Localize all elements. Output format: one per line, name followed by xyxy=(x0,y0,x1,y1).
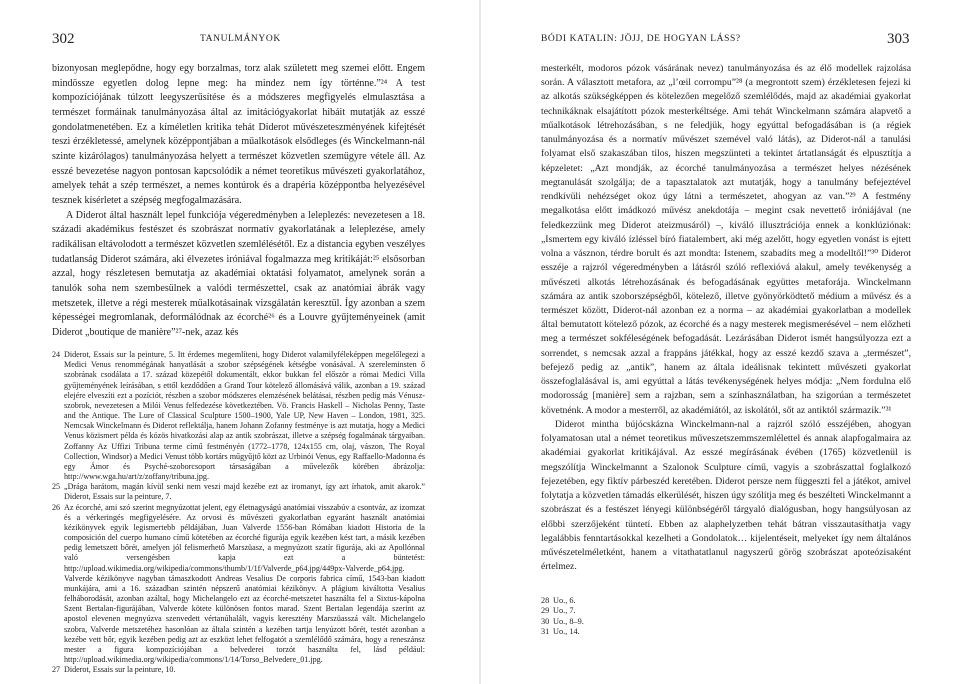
footnote xyxy=(541,627,911,637)
footnote-text: Uo., 8–9. xyxy=(553,616,584,626)
footnote-number: 30 xyxy=(541,616,550,626)
page-number: 303 xyxy=(887,31,910,47)
left-page xyxy=(0,0,479,684)
footnotes xyxy=(541,596,911,638)
footnotes xyxy=(52,350,425,676)
footnote xyxy=(52,482,425,502)
footnote-number: 25 xyxy=(52,482,61,492)
footnote xyxy=(541,596,911,606)
running-head: BÓDI KATALIN: JÖJJ, DE HOGYAN LÁSS? xyxy=(541,34,741,44)
footnote-number: 26 xyxy=(52,502,61,512)
footnote-text: Az écorché, ami szó szerint megnyúzottat jelent, egy életnagyságú anatómiai visszabúv a csontváz, az izomzat és a vérkeringés megfigyelésére. Az orvosi és művészeti gyakorlatban egyaránt használt anatómiai kézikönyvek egyik legismertebb példájában, Juan Valverde 1556-ban Rómában kiadott Historia de la composición del cuerpo humano című kötetében az écorché figurája egyik kezében kést tart, a másik kezében pedig lemetszett bőrét, amelyen jól felismerhető Marszüasz, a megnyúzott szatír figurája, aki az Apollónnal való versengésben kapja ezt a büntetést: http://upload.wikimedia.org/wikipedia/commons/thumb/1/1f/Valverde_p64.jpg/449px-Valverde_p64.jpg. Valverde kézikönyve nagyban támaszkodott Andreas Vesalius De corporis fabrica című, 1543-ban kiadott munkájára, ami a 16. században szintén népszerű anatómiai kézikönyv. A plágium kiváltotta Vesalius felháborodását, azonban azáltal, hogy Michelangelo ezt az écorché-metszetet használta fel a Sixtus-kápolna Szent Bertalan-figurájában, Valverde kötete különösen fontos marad. Szent Bertalan legendája szerint az apostol elevenen megnyúzva szenvedett vértanúhalált, vagyis keresztény Marszüasszá vált. Michelangelo szobra, Valverde metszetéhez hasonlóan az általa szintén a kezében tartja lenyúzott bőrét, testét azonban a kezébe vett bőr, egyik kezében pedig azt az eszközt lehet felfogatót a szemlélődő számára, hogy a reneszánsz mester a figura kompozíciójában a belvederei torzót használta fel, lásd például: http://upload.wikimedia.org/wikipedia/commons/1/14/Torso_Belvedere_01.jpg. xyxy=(64,502,425,665)
footnote-text: „Drága barátom, magán kívül senki nem veszi majd kezébe ezt az iromanyt, így azt írhatok, amit akarok.” Diderot, Essais sur la peinture, 7. xyxy=(64,482,425,502)
running-head: TANULMÁNYOK xyxy=(200,34,281,44)
body-text xyxy=(541,62,911,574)
footnote-text: Uo., 7. xyxy=(553,606,576,616)
footnote-number: 29 xyxy=(541,606,550,616)
footnote xyxy=(541,617,911,627)
paragraph: A Diderot által használt lepel funkciója végeredményben a leleplezés: nevezetesen a 18. századi akadémikus festészet és szobrászat normatív gyakorlatának a leleplezése, amely radikálisan eltávolodott a természet közvetlen szemlélésétől. Ez a distancia egyben veszélyes tudatlanság Diderot számára, aki élvezetes iróniával fogalmazza meg kritikáját:²⁵ elsősorban azzal, hogy részletesen bemutatja az akadémiai oktatási folyamatot, amelynek során a tanulók soha nem szembesülnek a valódi természettel, csak az anatómiai ábrák vagy metszetek, illetve a régi mesterek műalkotásainak vizsgálatán keresztül. Így azonban a szem képességei megromlanak, deformálódnak az écorché²⁶ és a Louvre gyűjteményeinek (amit Diderot „boutique de manière”²⁷-nek, azaz kés xyxy=(52,209,425,338)
footnote-text: Diderot, Essais sur la peinture, 10. xyxy=(64,665,176,675)
footnote-number: 27 xyxy=(52,665,61,675)
page-number: 302 xyxy=(52,31,75,47)
paragraph: mesterkélt, modoros pózok vásárának nevez) tanulmányozása és az élő modellek rajzolása során. A választott metafora, az „l’œil corrompu”²⁸ (a megrontott szem) érzékletesen fejezi ki az alkotás szükségképpen és kötelezően megelőző szemlélődés, majd az akadémiai gyakorlat technikáknak elsajátított pózok mesterkéltsége. Ami tehát Winckelmann számára alapvető a műalkotások létrehozásában, s ne feledjük, hogy egyúttal befogadásában is (a régiek tanulmányozása és a normatív művészet szemével való látás), az Diderot-nál a tanulási folyamat első szakaszában tilos, hiszen megszünteti a tekintet ártatlanságát és elpusztítja a képzeletet: „Azt mondják, az écorché tanulmányozása a természet helyes nézésének megtanulását szolgálja; de a tapasztalatok azt mutatják, hogy a tanulmány befejeztével rendkívüli nehézséget okoz úgy látni a természetet, ahogyan az van.”²⁹ A festmény megalkotása előtt imádkozó művész anekdotája – megint csak nevettető iróniájával (ne feledkezzünk meg Diderot ateizmusáról) –, kiváló illusztrációja ennek a konklúziónak: „Ismertem egy kiváló ízléssel bíró fiatalembert, aki még azelőtt, hogy egyetlen vonást is ejtett volna a vásznon, térdre borult és azt mondta: Istenem, szabadíts meg a modelltől!”³⁰ Diderot esszéje a rajzról végeredményben a látásról szóló reflexióvá alakul, amely tevékenység a művészeti alkotás létrehozásának és befogadásának együttes metaforája. Winckelmann számára az antik szoborszépségből, kötelező, illetve gyönyörködtető médium a művész és a természet között, Diderot-nál azonban ez a norma – az akadémiai gyakorlatban a modellek által bemutatott kötelező pózok, az écorché és a nagy mesterek megismerésével – nem előzheti meg a természet sokféleségének befogadását. Lezárásában Diderot ismét hangsúlyozza ezt a sorrendet, s nemcsak azzal a frappáns játékkal, hogy az esszé kezdő szava a „természet”, befejező pedig az „antik”, hanem az általa ideálisnak tekintett művészeti gyakorlat összefoglalásával is, ami egyúttal a látás tevékenységének helyes módja: „Nem fordulna elő modorosság [manière] sem a rajzban, sem a színhasználatban, ha szigorúan a természetet követnénk. A modor a mesterről, az akadémiától, az iskolától, sőt az antiktól származik.”³¹ xyxy=(541,63,911,416)
footnote xyxy=(52,503,425,666)
footnote xyxy=(52,665,425,675)
footnote-text: Uo., 14. xyxy=(553,627,580,637)
footnote-number: 28 xyxy=(541,596,550,605)
body-text xyxy=(52,62,425,340)
right-page xyxy=(481,0,960,684)
footnote-number: 24 xyxy=(52,350,61,359)
footnote xyxy=(541,606,911,616)
footnote-text: Diderot, Essais sur la peinture, 5. Itt érdemes megemlíteni, hogy Diderot valamilyféleképpen megelőlegezi a Medici Venus renommégának hanyatlását a szobor szépségének kétségbe vonásával. A szereleminsten ő szobrának csodálata a 17. század közepétől dokumentált, ekkor bukkan fel először a római Medici Villa gyűjteményének leírásában, s ettől kezdődően a Grand Tour kötelező állomásává válik, azonban a 19. század elejére elveszíti ezt a pozíciót, részben a szobor módszeres elemzésének belátásai, részben pedig más Vénusz-szobrok, nevezetesen a Milói Venus felfedezése következtében. Vö. Francis Haskell – Nicholas Penny, Taste and the Antique. The Lure of Classical Sculpture 1500–1900, Yale UP, New Haven – London, 1981, 325. Nemcsak Winckelmann és Diderot reflektálja, hanem Johann Zofanny festménye is azt mutatja, hogy a Medici Venus közismert példa és kózös hivatkozási alap az antik szobrászat, illetve a szépség fogalmának tárgyaiban. Zoffanny Az Uffizi Tribuna terme című festményén (1772–1778, 124x155 cm, olaj, vászon, The Royal Collection, Windsor) a Medici Venust több kortárs műgyűjtő közt az Urbinói Venus, egy Raffaello-Madonna és egy Ámor és Psyché-szoborcsoport társaságában a művelezők körében ábrázolja: http://www.wga.hu/art/z/zoffany/tribuna.jpg. xyxy=(64,350,425,482)
footnote-text: Uo., 6. xyxy=(553,596,576,605)
footnote-number: 31 xyxy=(541,627,550,637)
footnote xyxy=(52,350,425,482)
paragraph: bizonyosan meglepődne, hogy egy borzalmas, torz alak született meg szemei előtt. Engem mindössze egyetlen dolog lepne meg: ha mindez nem így történne.”²⁴ A test kompozíciójának túlzott leegyszerűsítése és a módszeres megfigyelés elmulasztása a természet formáinak tanulmányozása által az imitációgyakorlat hibáit mutatják az esszé gondolatmenetében. Ez a kíméletlen kritika tehát Diderot művészeteszményének kifejtését teszi érzékletessé, amelynek középpontjában a műalkotások elsődleges (és Winckelmann-nál szinte kizárólagos) tanulmányozása helyett a természet közvetlen szemügyre vétele áll. Az esszé bevezetése nagyon pontosan kapcsolódik a német teoretikus művészeti gyakorlatához, amelyek tehát a szép természet, a nemes kontúrok és a drapéria középpontba helyezésével tesznek kísérletet a szépség megfogalmazására. xyxy=(52,63,425,206)
paragraph: Diderot mintha bújócskázna Winckelmann-nal a rajzról szóló esszéjében, ahogyan folyamatosan utal a német teoretikus műveszetszemmszemlélettel és annak alapfogalmaira az akadémiai gyakorlat kritikájával. Az esszé megírásának évében (1765) közvetlenül is megszólítja Winckelmannt a Szalonok Sculpture című, vagyis a szobrászattal foglalkozó fejezetében, egy fiktív párbeszéd keretében. Diderot persze nem függeszti fel a játékot, amivel folytatja a közvetlen támadás elkerülését, hiszen úgy szólítja meg és beszélteti Winckelmannt a szobrászat és a festészet lényegi különbségéről tárgyaló dialógusban, hogy hangsúlyosan az előbbi szerzőjeként tüntetí. Ebben az alaphelyzetben tehát bátran visszautasíthatja vagy legalábbis fenntartásokkal kezelheti a Gondolatok… kijelentéseit, melyeket így nem általános művészetelméletként, hanem a vitathatatlanul nagyszerű görög szobrászat apoteózisaként értelmez. xyxy=(541,418,911,573)
